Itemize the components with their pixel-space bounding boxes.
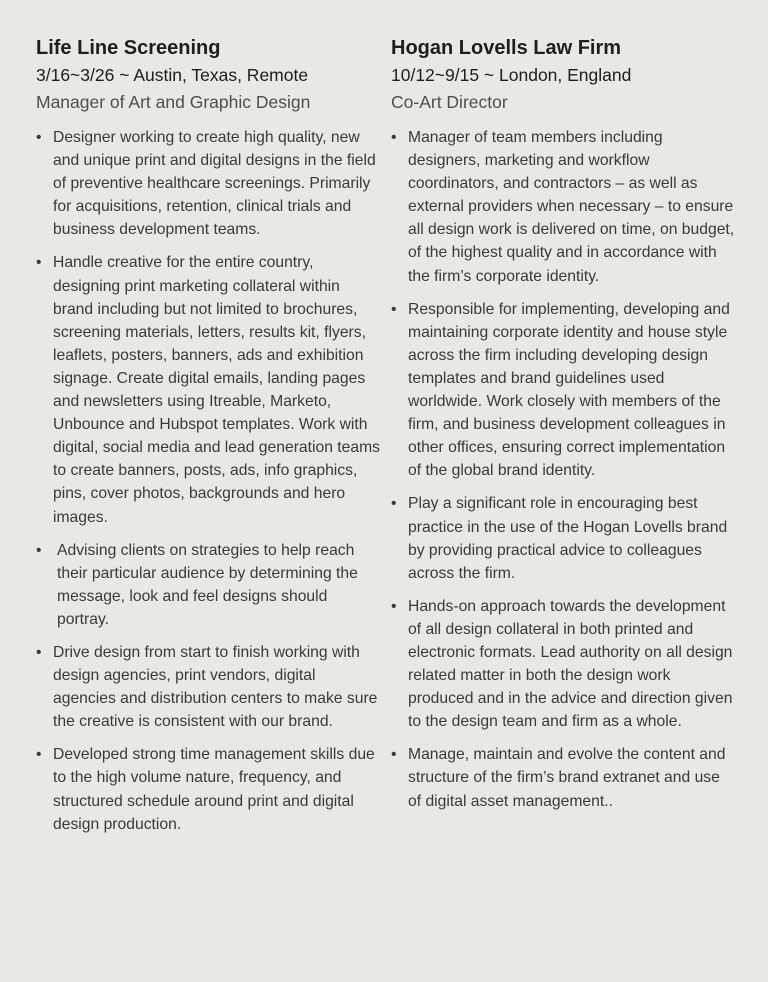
job-dates-location: 3/16~3/26 ~ Austin, Texas, Remote xyxy=(36,65,309,85)
job-life-line-screening xyxy=(36,36,382,846)
responsibility-item: • Manager of team members including designers, marketing and workflow coordinators, and contractors – as well as external providers when necessary – to ensure all design work is delivered on time, on budget, of the highest quality and in accordance with the firm’s corporate identity. xyxy=(391,126,737,288)
job-dates-location: 10/12~9/15 ~ London, England xyxy=(391,65,632,85)
responsibility-item: • Hands-on approach towards the development of all design collateral in both printed and electronic formats. Lead authority on all design related matter in both the design work produced and in the advice and direction given to the design team and firm as a whole. xyxy=(391,595,737,734)
responsibility-item: • Handle creative for the entire country, designing print marketing collateral within brand including but not limited to brochures, screening materials, letters, results kit, flyers, leaflets, posters, banners, ads and exhibition signage. Create digital emails, landing pages and newsletters using Itreable, Marketo, Unbounce and Hubspot templates. Work with digital, social media and lead generation teams to create banners, posts, ads, info graphics, pins, cover photos, backgrounds and hero images. xyxy=(36,251,382,528)
job-hogan-lovells xyxy=(391,36,737,823)
responsibility-item: • Responsible for implementing, developing and maintaining corporate identity and house style across the firm including developing design templates and brand guidelines used worldwide. Work closely with members of the firm, and business development colleagues in other offices, ensuring correct implementation of the global brand identity. xyxy=(391,298,737,483)
responsibility-item: • Developed strong time management skills due to the high volume nature, frequency, and structured schedule around print and digital design production. xyxy=(36,743,382,835)
company-name: Hogan Lovells Law Firm xyxy=(391,37,622,59)
company-name: Life Line Screening xyxy=(36,37,221,59)
job-title: Co-Art Director xyxy=(391,92,508,112)
responsibility-item: • Advising clients on strategies to help reach their particular audience by determining the message, look and feel designs should portray. xyxy=(36,539,382,631)
responsibility-item: • Drive design from start to finish working with design agencies, print vendors, digital agencies and distribution centers to make sure the creative is consistent with our brand. xyxy=(36,641,382,733)
responsibility-item: • Designer working to create high quality, new and unique print and digital designs in the field of preventive healthcare screenings. Primarily for acquisitions, retention, clinical trials and business development teams. xyxy=(36,126,382,241)
responsibility-item: • Play a significant role in encouraging best practice in the use of the Hogan Lovells brand by providing practical advice to colleagues across the firm. xyxy=(391,492,737,584)
responsibilities-list xyxy=(391,126,737,813)
responsibilities-list xyxy=(36,126,382,836)
job-title: Manager of Art and Graphic Design xyxy=(36,92,311,112)
responsibility-item: • Manage, maintain and evolve the content and structure of the firm’s brand extranet and use of digital asset management.. xyxy=(391,743,737,812)
